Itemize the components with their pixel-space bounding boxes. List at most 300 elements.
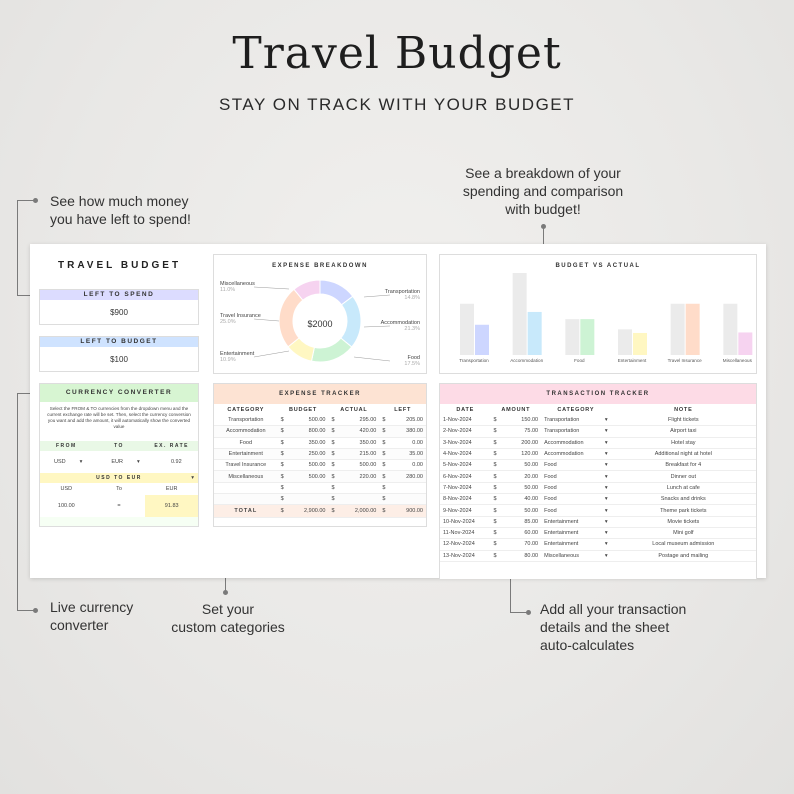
expense-row [214, 437, 426, 448]
header-actual: ACTUAL [340, 406, 368, 413]
bar-budget-accommodation [513, 273, 527, 355]
currency-symbol: $ [331, 439, 335, 446]
transaction-note[interactable]: Dinner out [611, 471, 756, 482]
bar-actual-miscellaneous [738, 332, 752, 355]
budget-vs-actual-title: BUDGET VS ACTUAL [555, 263, 641, 269]
expense-category-cell[interactable] [214, 494, 278, 505]
currency-instructions: Select the FROM & TO currencies from the dropdown menu and the current exchange rate will be set. Then, select the currency conversion you want and add the amount, it will automatically show the converted value [40, 402, 198, 441]
transaction-amount[interactable] [491, 482, 542, 493]
conversion-currency-row [40, 483, 198, 495]
expense-left-value: 380.00 [406, 428, 423, 435]
currency-symbol: $ [280, 462, 284, 469]
transaction-category-value: Entertainment [544, 530, 579, 537]
transaction-row [440, 426, 756, 437]
transaction-amount[interactable] [491, 437, 542, 448]
transaction-date[interactable]: 1-Nov-2024 [440, 415, 491, 426]
transaction-tracker-title: TRANSACTION TRACKER [440, 384, 756, 404]
currency-symbol: $ [280, 473, 284, 480]
transaction-amount[interactable] [491, 516, 542, 527]
transaction-amount[interactable] [491, 426, 542, 437]
transaction-table-body [440, 415, 756, 561]
transaction-category-select[interactable] [541, 448, 611, 459]
expense-budget-cell[interactable] [278, 426, 329, 437]
pie-label [220, 313, 279, 325]
total-budget [278, 505, 329, 518]
callout-line: See how much money [50, 193, 189, 209]
currency-symbol: $ [493, 439, 497, 446]
bar-actual-accommodation [528, 312, 542, 355]
total-actual [328, 505, 379, 518]
currency-converter [39, 383, 199, 527]
transaction-note[interactable]: Theme park tickets [611, 505, 756, 516]
expense-left-value: 205.00 [406, 417, 423, 424]
currency-symbol: $ [493, 417, 497, 424]
conversion-result: 91.83 [145, 495, 198, 517]
pie-label-name: Transportation [384, 289, 420, 295]
transaction-category-value: Miscellaneous [544, 552, 579, 559]
bar-budget-transportation [460, 304, 474, 355]
transaction-category-select[interactable] [541, 550, 611, 561]
transaction-date[interactable]: 9-Nov-2024 [440, 505, 491, 516]
expense-row [214, 426, 426, 437]
expense-left-cell [379, 460, 426, 471]
pie-label [220, 281, 289, 293]
pie-leader-line [254, 351, 289, 357]
transaction-amount-value: 120.00 [521, 451, 539, 458]
transaction-note[interactable]: Postage and mailing [611, 550, 756, 561]
converter-rate-row [40, 451, 198, 473]
transaction-category-select[interactable] [541, 437, 611, 448]
transaction-amount-value: 50.00 [524, 484, 539, 491]
pie-label-pct: 17.5% [404, 361, 420, 367]
transaction-row [440, 550, 756, 561]
transaction-date[interactable]: 10-Nov-2024 [440, 516, 491, 527]
transaction-amount[interactable] [491, 539, 542, 550]
pie-slice-travel-insurance [279, 289, 303, 346]
transaction-amount[interactable] [491, 494, 542, 505]
transaction-date[interactable]: 13-Nov-2024 [440, 550, 491, 561]
currency-symbol: $ [331, 451, 335, 458]
expense-left-value: 0.00 [412, 439, 423, 446]
transaction-amount[interactable] [491, 471, 542, 482]
bar-category-label: Food [574, 358, 585, 363]
transaction-category-value: Food [544, 484, 557, 491]
callout-connector [17, 200, 18, 296]
expense-budget-cell[interactable] [278, 448, 329, 459]
expense-budget-cell[interactable] [278, 471, 329, 482]
currency-symbol: $ [331, 496, 335, 503]
callout-line: converter [50, 617, 109, 633]
total-left [379, 505, 426, 518]
budget-vs-actual-card [439, 254, 757, 374]
transaction-row [440, 471, 756, 482]
transaction-amount-value: 50.00 [524, 462, 539, 469]
callout-dot [526, 610, 531, 615]
transaction-category-value: Accommodation [544, 439, 584, 446]
transaction-row [440, 494, 756, 505]
header-amount: AMOUNT [501, 406, 531, 413]
expense-table-header [214, 404, 426, 415]
from-header: FROM [55, 443, 77, 449]
expense-row [214, 448, 426, 459]
transaction-note[interactable]: Airport taxi [611, 426, 756, 437]
expense-budget-value: 500.00 [308, 417, 326, 424]
expense-actual-cell [328, 494, 379, 505]
currency-symbol: $ [331, 473, 335, 480]
callout-line: details and the sheet [540, 619, 670, 635]
budget-vs-actual-chart [440, 271, 756, 371]
transaction-amount[interactable] [491, 505, 542, 516]
transaction-category-value: Accommodation [544, 451, 584, 458]
callout-line: spending and comparison [462, 183, 624, 199]
spreadsheet-preview [30, 244, 766, 578]
callout-line: Live currency [50, 599, 134, 615]
expense-left-cell [379, 471, 426, 482]
transaction-row [440, 448, 756, 459]
pie-label-pct: 14.8% [404, 295, 420, 301]
expense-actual-value: 500.00 [359, 462, 377, 469]
transaction-category-select[interactable] [541, 482, 611, 493]
expense-actual-cell [328, 471, 379, 482]
pie-label-pct: 10.9% [220, 357, 236, 363]
pie-slice-food [311, 338, 351, 362]
callout-line: with budget! [505, 201, 581, 217]
bar-category-label: Entertainment [617, 358, 647, 363]
expense-row [214, 482, 426, 493]
transaction-note[interactable]: Flight tickets [611, 415, 756, 426]
chevron-down-icon: ▾ [191, 475, 194, 481]
transaction-amount-value: 60.00 [524, 530, 539, 537]
chevron-down-icon: ▾ [604, 530, 608, 537]
transaction-amount[interactable] [491, 460, 542, 471]
transaction-row [440, 527, 756, 538]
currency-symbol: $ [280, 417, 284, 424]
conversion-select[interactable] [40, 473, 198, 483]
transaction-amount-value: 150.00 [521, 417, 539, 424]
transaction-row [440, 437, 756, 448]
currency-symbol: $ [382, 417, 386, 424]
chevron-down-icon: ▾ [604, 473, 608, 480]
conversion-label: USD TO EUR [96, 475, 142, 481]
expense-category-cell[interactable]: Transportation [214, 415, 278, 426]
currency-symbol: $ [382, 473, 386, 480]
expense-budget-cell[interactable] [278, 460, 329, 471]
transaction-category-select[interactable] [541, 460, 611, 471]
header-date: DATE [456, 406, 475, 413]
bar-category-label: Transportation [459, 358, 489, 363]
expense-budget-cell[interactable] [278, 482, 329, 493]
transaction-amount[interactable] [491, 415, 542, 426]
transaction-row [440, 516, 756, 527]
bar-budget-miscellaneous [723, 304, 737, 355]
callout-dot [223, 590, 228, 595]
pie-leader-line [364, 295, 390, 297]
expense-actual-value: 215.00 [359, 451, 377, 458]
transaction-category-select[interactable] [541, 415, 611, 426]
transaction-amount-value: 50.00 [524, 507, 539, 514]
transaction-amount[interactable] [491, 527, 542, 538]
transaction-tracker [439, 383, 757, 579]
bar-category-label: Accommodation [510, 358, 544, 363]
header-category: CATEGORY [557, 406, 595, 413]
transaction-amount-value: 80.00 [524, 552, 539, 559]
currency-symbol: $ [331, 484, 335, 491]
expense-left-cell [379, 494, 426, 505]
converter-header-row [40, 441, 198, 451]
transaction-date[interactable]: 5-Nov-2024 [440, 460, 491, 471]
transaction-amount-value: 20.00 [524, 473, 539, 480]
left-to-budget-value: $100 [110, 355, 128, 364]
currency-symbol: $ [382, 462, 386, 469]
transaction-amount[interactable] [491, 550, 542, 561]
transaction-date[interactable]: 8-Nov-2024 [440, 494, 491, 505]
transaction-note[interactable]: Hotel stay [611, 437, 756, 448]
transaction-note[interactable]: Snacks and drinks [611, 494, 756, 505]
expense-category-cell[interactable]: Accommodation [214, 426, 278, 437]
chevron-down-icon: ▾ [604, 541, 608, 548]
pie-leader-line [254, 319, 279, 321]
chevron-down-icon: ▾ [604, 496, 608, 503]
transaction-category-select[interactable] [541, 494, 611, 505]
pie-label [364, 289, 420, 301]
pie-label [354, 355, 420, 367]
currency-symbol: $ [331, 462, 335, 469]
expense-budget-cell[interactable] [278, 437, 329, 448]
currency-symbol: $ [280, 508, 284, 515]
transaction-date[interactable]: 12-Nov-2024 [440, 539, 491, 550]
transaction-note[interactable]: Additional night at hotel [611, 448, 756, 459]
callout-line: Add all your transaction [540, 601, 687, 617]
transaction-date[interactable]: 11-Nov-2024 [440, 527, 491, 538]
expense-budget-cell[interactable] [278, 494, 329, 505]
header-note: NOTE [674, 406, 693, 413]
callout-connector [17, 393, 18, 611]
transaction-note[interactable]: Local museum admission [611, 539, 756, 550]
transaction-date[interactable]: 4-Nov-2024 [440, 448, 491, 459]
chevron-down-icon: ▾ [604, 484, 608, 491]
expense-budget-value: 500.00 [308, 473, 326, 480]
transaction-amount-value: 75.00 [524, 428, 539, 435]
transaction-date[interactable]: 3-Nov-2024 [440, 437, 491, 448]
expense-left-value: 0.00 [412, 462, 423, 469]
transaction-amount-value: 85.00 [524, 518, 539, 525]
conversion-amount-row [40, 495, 198, 517]
pie-label-name: Accommodation [380, 320, 420, 326]
currency-symbol: $ [331, 417, 335, 424]
from-currency-value: USD [54, 459, 66, 465]
transaction-row [440, 460, 756, 471]
rate-header: EX. RATE [154, 443, 190, 449]
expense-tracker [213, 383, 427, 527]
expense-row [214, 494, 426, 505]
transaction-category-value: Food [544, 507, 557, 514]
callout-money-left [50, 192, 191, 228]
expense-breakdown-title: EXPENSE BREAKDOWN [272, 263, 368, 269]
left-to-budget-label: LEFT TO BUDGET [40, 337, 198, 347]
currency-symbol: $ [382, 484, 386, 491]
page-title: Travel Budget [232, 28, 562, 79]
expense-category-cell[interactable]: Food [214, 437, 278, 448]
transaction-note[interactable]: Breakfast for 4 [611, 460, 756, 471]
bar-budget-travel-insurance [671, 304, 685, 355]
chevron-down-icon: ▾ [604, 518, 608, 525]
callout-dot [33, 198, 38, 203]
transaction-row [440, 415, 756, 426]
transaction-amount-value: 200.00 [521, 439, 539, 446]
transaction-amount-value: 40.00 [524, 496, 539, 503]
left-to-spend-card [39, 289, 199, 325]
expense-actual-cell [328, 460, 379, 471]
chevron-down-icon: ▾ [604, 428, 608, 435]
expense-row [214, 460, 426, 471]
transaction-row [440, 482, 756, 493]
callout-line: custom categories [171, 619, 285, 635]
expense-left-cell [379, 448, 426, 459]
header-budget: BUDGET [289, 406, 318, 413]
currency-symbol: $ [382, 439, 386, 446]
expense-budget-cell[interactable] [278, 415, 329, 426]
chevron-down-icon: ▾ [604, 417, 608, 424]
currency-symbol: $ [280, 428, 284, 435]
left-to-spend-label: LEFT TO SPEND [40, 290, 198, 300]
chevron-down-icon: ▾ [604, 462, 608, 469]
currency-symbol: $ [280, 451, 284, 458]
transaction-category-value: Entertainment [544, 518, 579, 525]
pie-label-name: Travel Insurance [220, 313, 261, 319]
currency-symbol: $ [280, 484, 284, 491]
transaction-note[interactable]: Lunch at cafe [611, 482, 756, 493]
transaction-category-value: Transportation [544, 417, 580, 424]
transaction-category-select[interactable] [541, 505, 611, 516]
currency-symbol: $ [493, 507, 497, 514]
expense-budget-value: 500.00 [308, 462, 326, 469]
page-subtitle: STAY ON TRACK WITH YOUR BUDGET [218, 95, 576, 114]
header-left: LEFT [394, 406, 412, 413]
pie-leader-line [254, 287, 289, 289]
equals-sign: = [117, 503, 121, 509]
transaction-amount[interactable] [491, 448, 542, 459]
pie-leader-line [354, 357, 390, 361]
exchange-rate-value: 0.92 [170, 459, 182, 465]
total-label: TOTAL [214, 505, 278, 518]
transaction-category-value: Entertainment [544, 541, 579, 548]
total-left-value: 900.00 [406, 508, 423, 515]
expense-actual-cell [328, 415, 379, 426]
currency-symbol: $ [382, 508, 386, 515]
expense-actual-value: 220.00 [359, 473, 377, 480]
expense-left-cell [379, 415, 426, 426]
pie-leader-line [364, 326, 390, 327]
transaction-table-header [440, 404, 756, 415]
expense-left-value: 35.00 [409, 451, 423, 458]
transaction-date[interactable]: 6-Nov-2024 [440, 471, 491, 482]
expense-category-cell[interactable]: Entertainment [214, 448, 278, 459]
currency-symbol: $ [280, 439, 284, 446]
pie-label-pct: 21.3% [404, 326, 420, 332]
expense-actual-value: 295.00 [359, 417, 377, 424]
chevron-down-icon: ▾ [604, 451, 608, 458]
conversion-amount-input[interactable]: 100.00 [57, 503, 75, 509]
to-currency-value: EUR [111, 459, 123, 465]
expense-category-cell[interactable] [214, 482, 278, 493]
transaction-note[interactable]: Mini golf [611, 527, 756, 538]
total-budget-value: 2,900.00 [304, 508, 326, 515]
expense-left-value: 280.00 [406, 473, 423, 480]
conversion-to: EUR [165, 486, 178, 492]
pie-label [364, 320, 420, 332]
expense-actual-cell [328, 437, 379, 448]
bar-actual-transportation [475, 325, 489, 355]
currency-symbol: $ [382, 496, 386, 503]
transaction-category-value: Food [544, 496, 557, 503]
header-category: CATEGORY [227, 406, 265, 413]
callout-line: See a breakdown of your [465, 165, 621, 181]
currency-symbol: $ [331, 428, 335, 435]
transaction-date[interactable]: 7-Nov-2024 [440, 482, 491, 493]
pie-label-pct: 11.0% [220, 287, 236, 293]
currency-symbol: $ [493, 541, 497, 548]
currency-converter-title: CURRENCY CONVERTER [40, 384, 198, 402]
transaction-category-select[interactable] [541, 516, 611, 527]
expense-table [214, 404, 426, 518]
pie-label-name: Food [407, 355, 420, 361]
transaction-amount-value: 70.00 [524, 541, 539, 548]
bar-actual-entertainment [633, 333, 647, 355]
to-currency-select[interactable] [97, 451, 154, 473]
transaction-note[interactable]: Movie tickets [611, 516, 756, 527]
chevron-down-icon: ▾ [604, 507, 608, 514]
bar-budget-entertainment [618, 329, 632, 355]
transaction-category-select[interactable] [541, 527, 611, 538]
currency-symbol: $ [493, 484, 497, 491]
total-actual-value: 2,000.00 [354, 508, 377, 515]
expense-budget-value: 350.00 [308, 439, 326, 446]
expense-category-cell[interactable]: Travel Insurance [214, 460, 278, 471]
callout-categories [160, 600, 296, 636]
currency-symbol: $ [493, 428, 497, 435]
expense-row [214, 471, 426, 482]
transaction-date[interactable]: 2-Nov-2024 [440, 426, 491, 437]
expense-left-cell [379, 437, 426, 448]
expense-budget-value: 250.00 [308, 451, 326, 458]
pie-label-name: Miscellaneous [220, 281, 255, 287]
transaction-category-select[interactable] [541, 426, 611, 437]
transaction-table [440, 404, 756, 562]
expense-budget-value: 800.00 [308, 428, 326, 435]
currency-symbol: $ [280, 496, 284, 503]
left-to-budget-card [39, 336, 199, 372]
currency-symbol: $ [331, 508, 335, 515]
currency-symbol: $ [493, 518, 497, 525]
callout-transactions [540, 600, 686, 654]
left-to-spend-value: $900 [110, 308, 128, 317]
from-currency-select[interactable] [40, 451, 97, 473]
expense-category-cell[interactable]: Miscellaneous [214, 471, 278, 482]
callout-dot [33, 608, 38, 613]
transaction-category-select[interactable] [541, 471, 611, 482]
expense-left-cell [379, 426, 426, 437]
pie-label [220, 351, 289, 363]
currency-symbol: $ [382, 451, 386, 458]
pie-slice-accommodation [341, 296, 361, 347]
transaction-category-select[interactable] [541, 539, 611, 550]
expense-left-cell [379, 482, 426, 493]
currency-symbol: $ [493, 552, 497, 559]
expense-table-body [214, 415, 426, 505]
transaction-category-value: Food [544, 473, 557, 480]
expense-actual-value: 420.00 [359, 428, 377, 435]
currency-symbol: $ [493, 496, 497, 503]
